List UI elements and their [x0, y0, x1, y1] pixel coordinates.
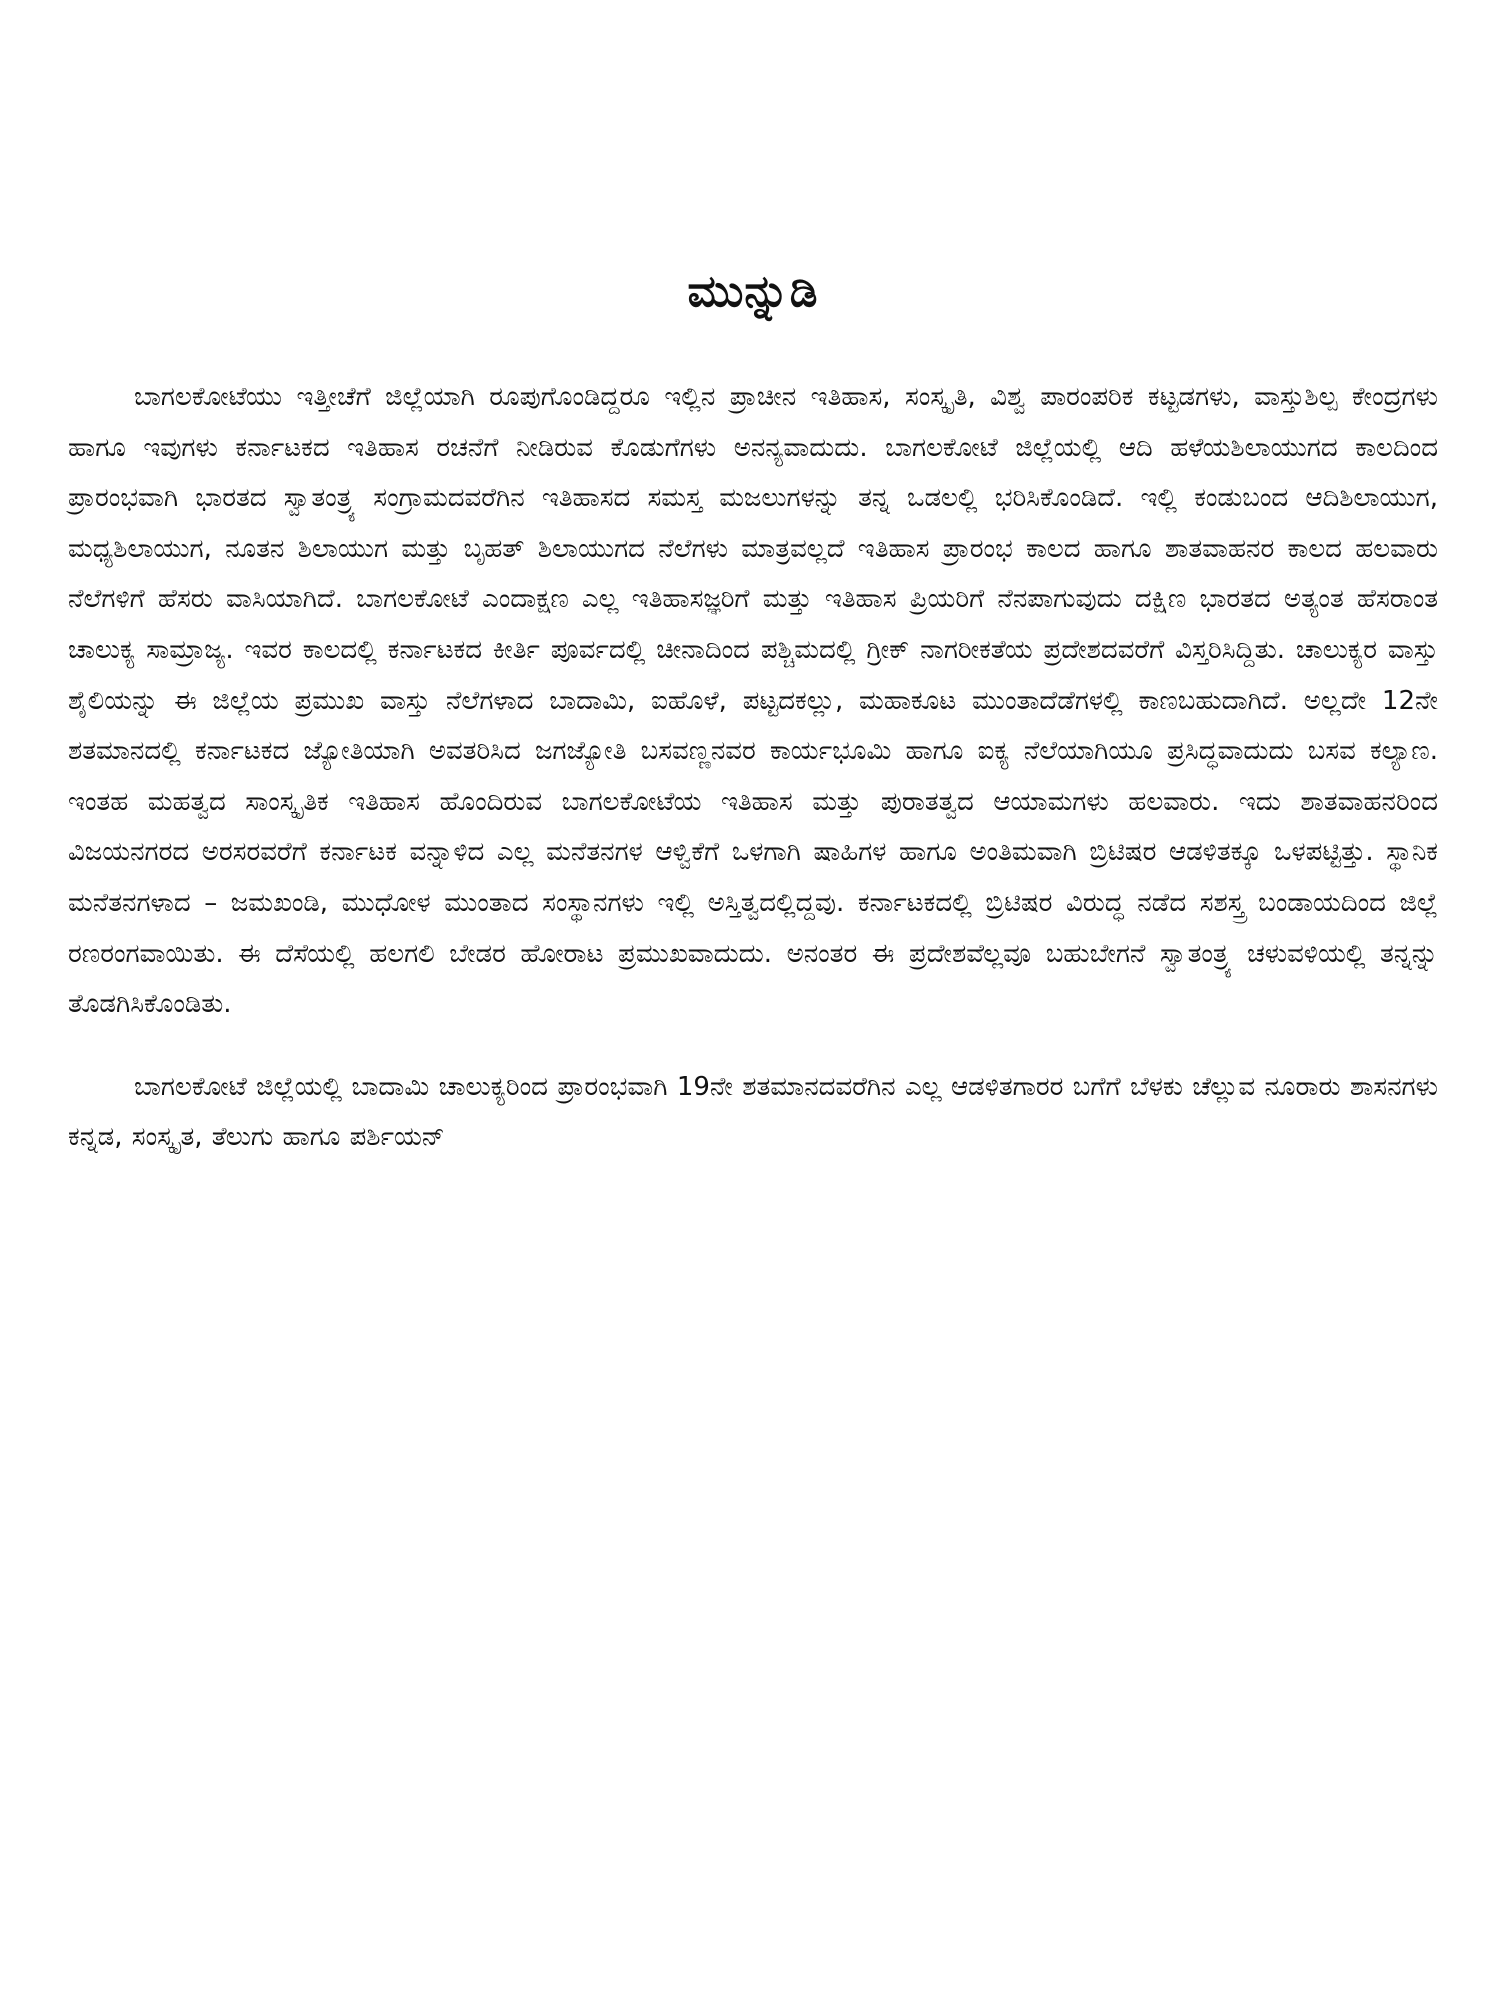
page-title: ಮುನ್ನುಡಿ	[687, 266, 819, 317]
paragraph-1: ಬಾಗಲಕೋಟೆಯು ಇತ್ತೀಚೆಗೆ ಜಿಲ್ಲೆಯಾಗಿ ರೂಪುಗೊಂಡಿದ್ದರೂ ಇಲ್ಲಿನ ಪ್ರಾಚೀನ ಇತಿಹಾಸ, ಸಂಸ್ಕೃತಿ, ವಿಶ್ವ ಪಾರಂಪರಿಕ ಕಟ್ಟಡಗಳು, ವಾಸ್ತುಶಿಲ್ಪ ಕೇಂದ್ರಗಳು ಹಾಗೂ ಇವುಗಳು ಕರ್ನಾಟಕದ ಇತಿಹಾಸ ರಚನೆಗೆ ನೀಡಿರುವ ಕೊಡುಗೆಗಳು ಅನನ್ಯವಾದುದು. ಬಾಗಲಕೋಟೆ ಜಿಲ್ಲೆಯಲ್ಲಿ ಆದಿ ಹಳೆಯಶಿಲಾಯುಗದ ಕಾಲದಿಂದ ಪ್ರಾರಂಭವಾಗಿ ಭಾರತದ ಸ್ವಾತಂತ್ರ್ಯ ಸಂಗ್ರಾಮದವರೆಗಿನ ಇತಿಹಾಸದ ಸಮಸ್ತ ಮಜಲುಗಳನ್ನು ತನ್ನ ಒಡಲಲ್ಲಿ ಭರಿಸಿಕೊಂಡಿದೆ. ಇಲ್ಲಿ ಕಂಡುಬಂದ ಆದಿಶಿಲಾಯುಗ, ಮಧ್ಯಶಿಲಾಯುಗ, ನೂತನ ಶಿಲಾಯುಗ ಮತ್ತು ಬೃಹತ್ ಶಿಲಾಯುಗದ ನೆಲೆಗಳು ಮಾತ್ರವಲ್ಲದೆ ಇತಿಹಾಸ ಪ್ರಾರಂಭ ಕಾಲದ ಹಾಗೂ ಶಾತವಾಹನರ ಕಾಲದ ಹಲವಾರು ನೆಲೆಗಳಿಗೆ ಹೆಸರು ವಾಸಿಯಾಗಿದೆ. ಬಾಗಲಕೋಟೆ ಎಂದಾಕ್ಷಣ ಎಲ್ಲ ಇತಿಹಾಸಜ್ಞರಿಗೆ ಮತ್ತು ಇತಿಹಾಸ ಪ್ರಿಯರಿಗೆ ನೆನಪಾಗುವುದು ದಕ್ಷಿಣ ಭಾರತದ ಅತ್ಯಂತ ಹೆಸರಾಂತ ಚಾಲುಕ್ಯ ಸಾಮ್ರಾಜ್ಯ. ಇವರ ಕಾಲದಲ್ಲಿ ಕರ್ನಾಟಕದ ಕೀರ್ತಿ ಪೂರ್ವದಲ್ಲಿ ಚೀನಾದಿಂದ ಪಶ್ಚಿಮದಲ್ಲಿ ಗ್ರೀಕ್ ನಾಗರೀಕತೆಯ ಪ್ರದೇಶದವರೆಗೆ ವಿಸ್ತರಿಸಿದ್ದಿತು. ಚಾಲುಕ್ಯರ ವಾಸ್ತು ಶೈಲಿಯನ್ನು ಈ ಜಿಲ್ಲೆಯ ಪ್ರಮುಖ ವಾಸ್ತು ನೆಲೆಗಳಾದ ಬಾದಾಮಿ, ಐಹೊಳೆ, ಪಟ್ಟದಕಲ್ಲು, ಮಹಾಕೂಟ ಮುಂತಾದೆಡೆಗಳಲ್ಲಿ ಕಾಣಬಹುದಾಗಿದೆ. ಅಲ್ಲದೇ 12ನೇ ಶತಮಾನದಲ್ಲಿ ಕರ್ನಾಟಕದ ಜ್ಯೋತಿಯಾಗಿ ಅವತರಿಸಿದ ಜಗಜ್ಯೋತಿ ಬಸವಣ್ಣನವರ ಕಾರ್ಯಭೂಮಿ ಹಾಗೂ ಐಕ್ಯ ನೆಲೆಯಾಗಿಯೂ ಪ್ರಸಿದ್ಧವಾದುದು ಬಸವ ಕಲ್ಯಾಣ. ಇಂತಹ ಮಹತ್ವದ ಸಾಂಸ್ಕೃತಿಕ ಇತಿಹಾಸ ಹೊಂದಿರುವ ಬಾಗಲಕೋಟೆಯ ಇತಿಹಾಸ ಮತ್ತು ಪುರಾತತ್ವದ ಆಯಾಮಗಳು ಹಲವಾರು. ಇದು ಶಾತವಾಹನರಿಂದ ವಿಜಯನಗರದ ಅರಸರವರೆಗೆ ಕರ್ನಾಟಕ ವನ್ನಾಳಿದ ಎಲ್ಲ ಮನೆತನಗಳ ಆಳ್ವಿಕೆಗೆ ಒಳಗಾಗಿ ಷಾಹಿಗಳ ಹಾಗೂ ಅಂತಿಮವಾಗಿ ಬ್ರಿಟಿಷರ ಆಡಳಿತಕ್ಕೂ ಒಳಪಟ್ಟಿತ್ತು. ಸ್ಥಾನಿಕ ಮನೆತನಗಳಾದ – ಜಮಖಂಡಿ, ಮುಧೋಳ ಮುಂತಾದ ಸಂಸ್ಥಾನಗಳು ಇಲ್ಲಿ ಅಸ್ತಿತ್ವದಲ್ಲಿದ್ದವು. ಕರ್ನಾಟಕದಲ್ಲಿ ಬ್ರಿಟಿಷರ ವಿರುದ್ಧ ನಡೆದ ಸಶಸ್ತ್ರ ಬಂಡಾಯದಿಂದ ಜಿಲ್ಲೆ ರಣರಂಗವಾಯಿತು. ಈ ದೆಸೆಯಲ್ಲಿ ಹಲಗಲಿ ಬೇಡರ ಹೋರಾಟ ಪ್ರಮುಖವಾದುದು. ಅನಂತರ ಈ ಪ್ರದೇಶವೆಲ್ಲವೂ ಬಹುಬೇಗನೆ ಸ್ವಾತಂತ್ರ್ಯ ಚಳುವಳಿಯಲ್ಲಿ ತನ್ನನ್ನು ತೊಡಗಿಸಿಕೊಂಡಿತು.	[68, 382, 1438, 1020]
paragraph-2: ಬಾಗಲಕೋಟೆ ಜಿಲ್ಲೆಯಲ್ಲಿ ಬಾದಾಮಿ ಚಾಲುಕ್ಯರಿಂದ ಪ್ರಾರಂಭವಾಗಿ 19ನೇ ಶತಮಾನದವರೆಗಿನ ಎಲ್ಲ ಆಡಳಿತಗಾರರ ಬಗೆಗೆ ಬೆಳಕು ಚೆಲ್ಲುವ ನೂರಾರು ಶಾಸನಗಳು ಕನ್ನಡ, ಸಂಸ್ಕೃತ, ತೆಲುಗು ಹಾಗೂ ಪರ್ಶಿಯನ್	[68, 1071, 1438, 1153]
